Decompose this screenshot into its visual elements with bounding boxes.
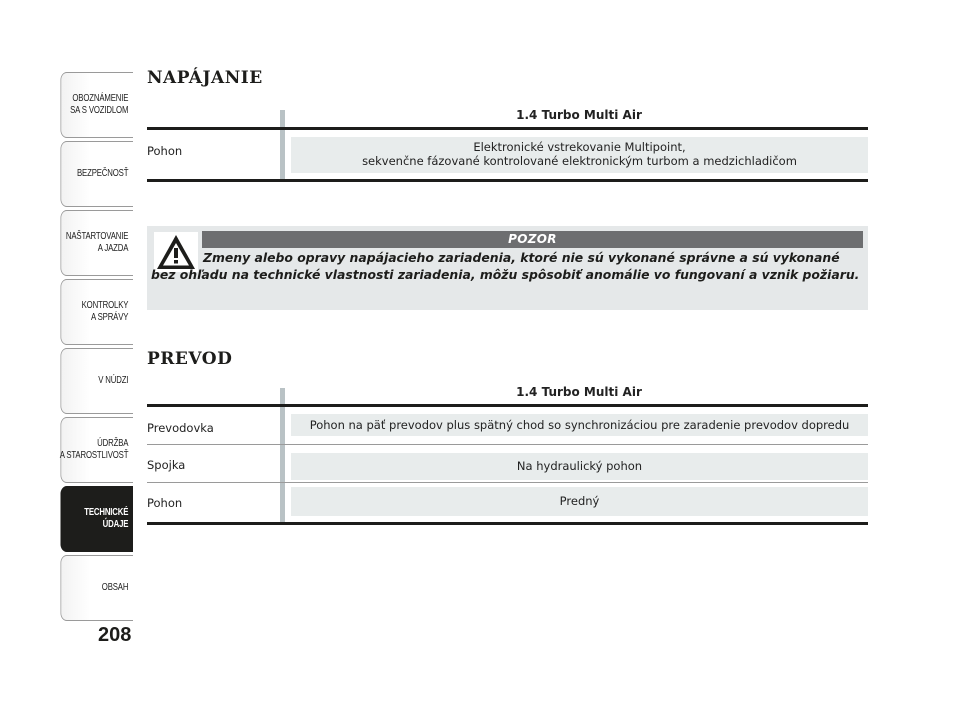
tab-nastartovanie[interactable] [60,210,133,276]
row-label-spojka: Spojka [147,458,186,472]
table-top-rule [147,127,868,130]
section-title-transmission: PREVOD [147,349,233,369]
tab-v-nudzi[interactable] [60,348,133,414]
row-label-pohon-transmission: Pohon [147,496,183,510]
column-divider [280,110,285,181]
tab-label-line2: SA S VOZIDLOM [70,105,129,116]
tab-label-line2: A SPRÁVY [90,312,129,323]
value-line1: Elektronické vstrekovanie Multipoint, [473,140,686,154]
tab-label-line1: OBOZNÁMENIE [72,93,129,104]
row-value-spojka: Na hydraulický pohon [291,453,868,480]
table-bottom-rule [147,179,868,182]
column-header-power: 1.4 Turbo Multi Air [516,108,642,122]
tab-label-line2: A JAZDA [97,243,129,254]
row-value-pohon-transmission: Predný [291,487,868,516]
row-divider [147,482,868,483]
tab-label-line2: ÚDAJE [102,519,129,530]
tab-label-line2: A STAROSTLIVOSŤ [59,450,129,461]
tab-udrzba[interactable] [60,417,133,483]
tab-bezpecnost[interactable] [60,141,133,207]
tab-oboznamenie[interactable] [60,72,133,138]
warning-title: POZOR [202,231,863,248]
section-title-power: NAPÁJANIE [147,68,263,88]
table-bottom-rule [147,522,868,525]
tab-kontrolky[interactable] [60,279,133,345]
tab-label-line1: OBSAH [101,582,129,593]
row-label-prevodovka: Prevodovka [147,421,214,435]
row-value-pohon [291,137,868,173]
warning-box [147,226,868,310]
page-number: 208 [98,624,132,646]
tab-label-line1: TECHNICKÉ [84,507,129,518]
tab-label-line1: V NÚDZI [98,375,129,386]
table-top-rule [147,404,868,407]
tab-label-line1: ÚDRŽBA [97,438,129,449]
value-line2: sekvenčne fázované kontrolované elektronickým turbom a medzichladičom [362,154,797,168]
column-divider [280,388,285,524]
tab-obsah[interactable] [60,555,133,621]
row-value-prevodovka: Pohon na päť prevodov plus spätný chod so synchronizáciou pre zaradenie prevodov dopredu [291,414,868,436]
tab-technicke-udaje[interactable] [60,486,133,552]
row-label-pohon: Pohon [147,144,183,158]
tab-label-line1: KONTROLKY [81,300,129,311]
row-divider [147,444,868,445]
column-header-transmission: 1.4 Turbo Multi Air [516,385,642,399]
tab-label-line1: BEZPEČNOSŤ [76,168,129,179]
warning-text: Zmeny alebo opravy napájacieho zariadenia, ktoré nie sú vykonané správne a sú vykonané bez ohľadu na technické vlastnosti zariadenia, môžu spôsobiť anomálie vo fungovaní a vznik požiaru. [151,250,860,282]
tab-label-line1: NAŠTARTOVANIE [65,231,129,242]
